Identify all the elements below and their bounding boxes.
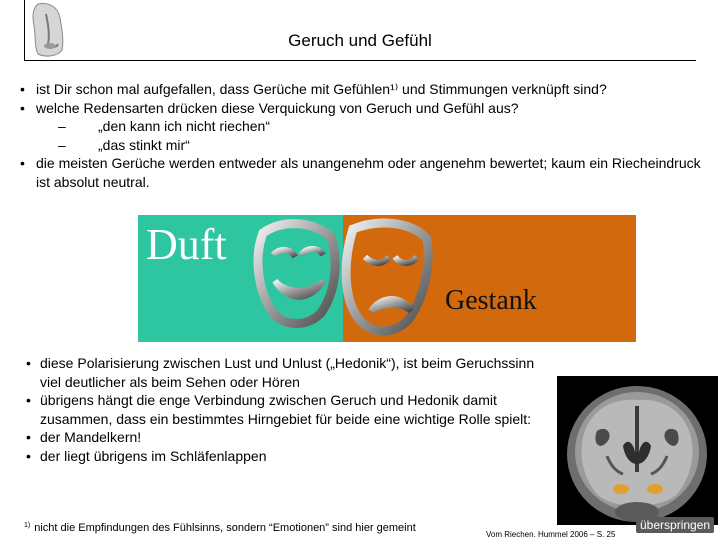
page-title: Geruch und Gefühl — [288, 31, 432, 50]
bullet-list-bottom — [26, 354, 546, 465]
nose-sculpture-logo — [24, 0, 74, 60]
brain-mri-image — [557, 376, 718, 525]
tragedy-mask-icon — [346, 223, 428, 331]
bullet-text: die meisten Gerüche werden entweder als unangenehm oder angenehm bewertet; kaum ein Riecheindruck ist absolut neutral. — [36, 155, 701, 190]
bullet-text: der liegt übrigens im Schläfenlappen — [40, 447, 267, 464]
sub-bullet-text: „das stinkt mir“ — [98, 136, 190, 153]
bullet-marker: • — [26, 392, 31, 408]
duft-gestank-banner — [138, 215, 636, 342]
duft-label: Duft — [146, 220, 227, 269]
comedy-mask-icon — [258, 224, 335, 324]
bullet-marker: • — [26, 429, 31, 445]
bullet-item — [26, 428, 546, 447]
bullet-item — [26, 354, 546, 391]
bullet-marker: • — [26, 447, 31, 464]
amygdala-left-marker — [613, 484, 629, 494]
title-divider — [24, 60, 696, 61]
dash-marker: – — [58, 136, 66, 153]
amygdala-right-marker — [647, 484, 663, 494]
bullet-item — [26, 391, 546, 428]
bullet-text: diese Polarisierung zwischen Lust und Unlust („Hedonik“), ist beim Geruchssinn viel deutlicher als beim Sehen oder Hören — [40, 355, 535, 390]
bullet-marker: • — [20, 99, 25, 116]
source-credit: Vom Riechen. Hummel 2006 – S. 25 — [486, 530, 616, 539]
footnote — [24, 522, 416, 534]
gestank-label: Gestank — [445, 285, 537, 316]
sub-bullet-text: „den kann ich nicht riechen“ — [98, 118, 270, 134]
sub-bullet-item — [20, 117, 710, 136]
bullet-item — [20, 154, 710, 191]
dash-marker: – — [58, 118, 66, 134]
footnote-marker: 1) — [24, 522, 31, 529]
footnote-text: nicht die Empfindungen des Fühlsinns, sondern “Emotionen” sind hier gemeint — [34, 522, 416, 534]
bullet-text: ist Dir schon mal aufgefallen, dass Gerüche mit Gefühlen¹⁾ und Stimmungen verknüpft sind? — [36, 81, 607, 97]
bullet-item — [20, 80, 710, 99]
bullet-marker: • — [20, 155, 25, 171]
bullet-item — [20, 99, 710, 118]
bullet-item — [26, 447, 546, 466]
bullet-marker: • — [20, 81, 25, 97]
skip-button[interactable]: überspringen — [636, 517, 714, 533]
bullet-text: der Mandelkern! — [40, 429, 142, 445]
sub-bullet-item — [20, 136, 710, 155]
bullet-text: übrigens hängt die enge Verbindung zwischen Geruch und Hedonik damit zusammen, dass ein bestimmtes Hirngebiet für beide eine wichtige Rolle spielt: — [40, 392, 532, 427]
bullet-marker: • — [26, 355, 31, 371]
bullet-text: welche Redensarten drücken diese Verquickung von Geruch und Gefühl aus? — [36, 99, 519, 116]
theater-masks-icon — [243, 215, 458, 342]
bullet-list-top — [20, 80, 710, 191]
